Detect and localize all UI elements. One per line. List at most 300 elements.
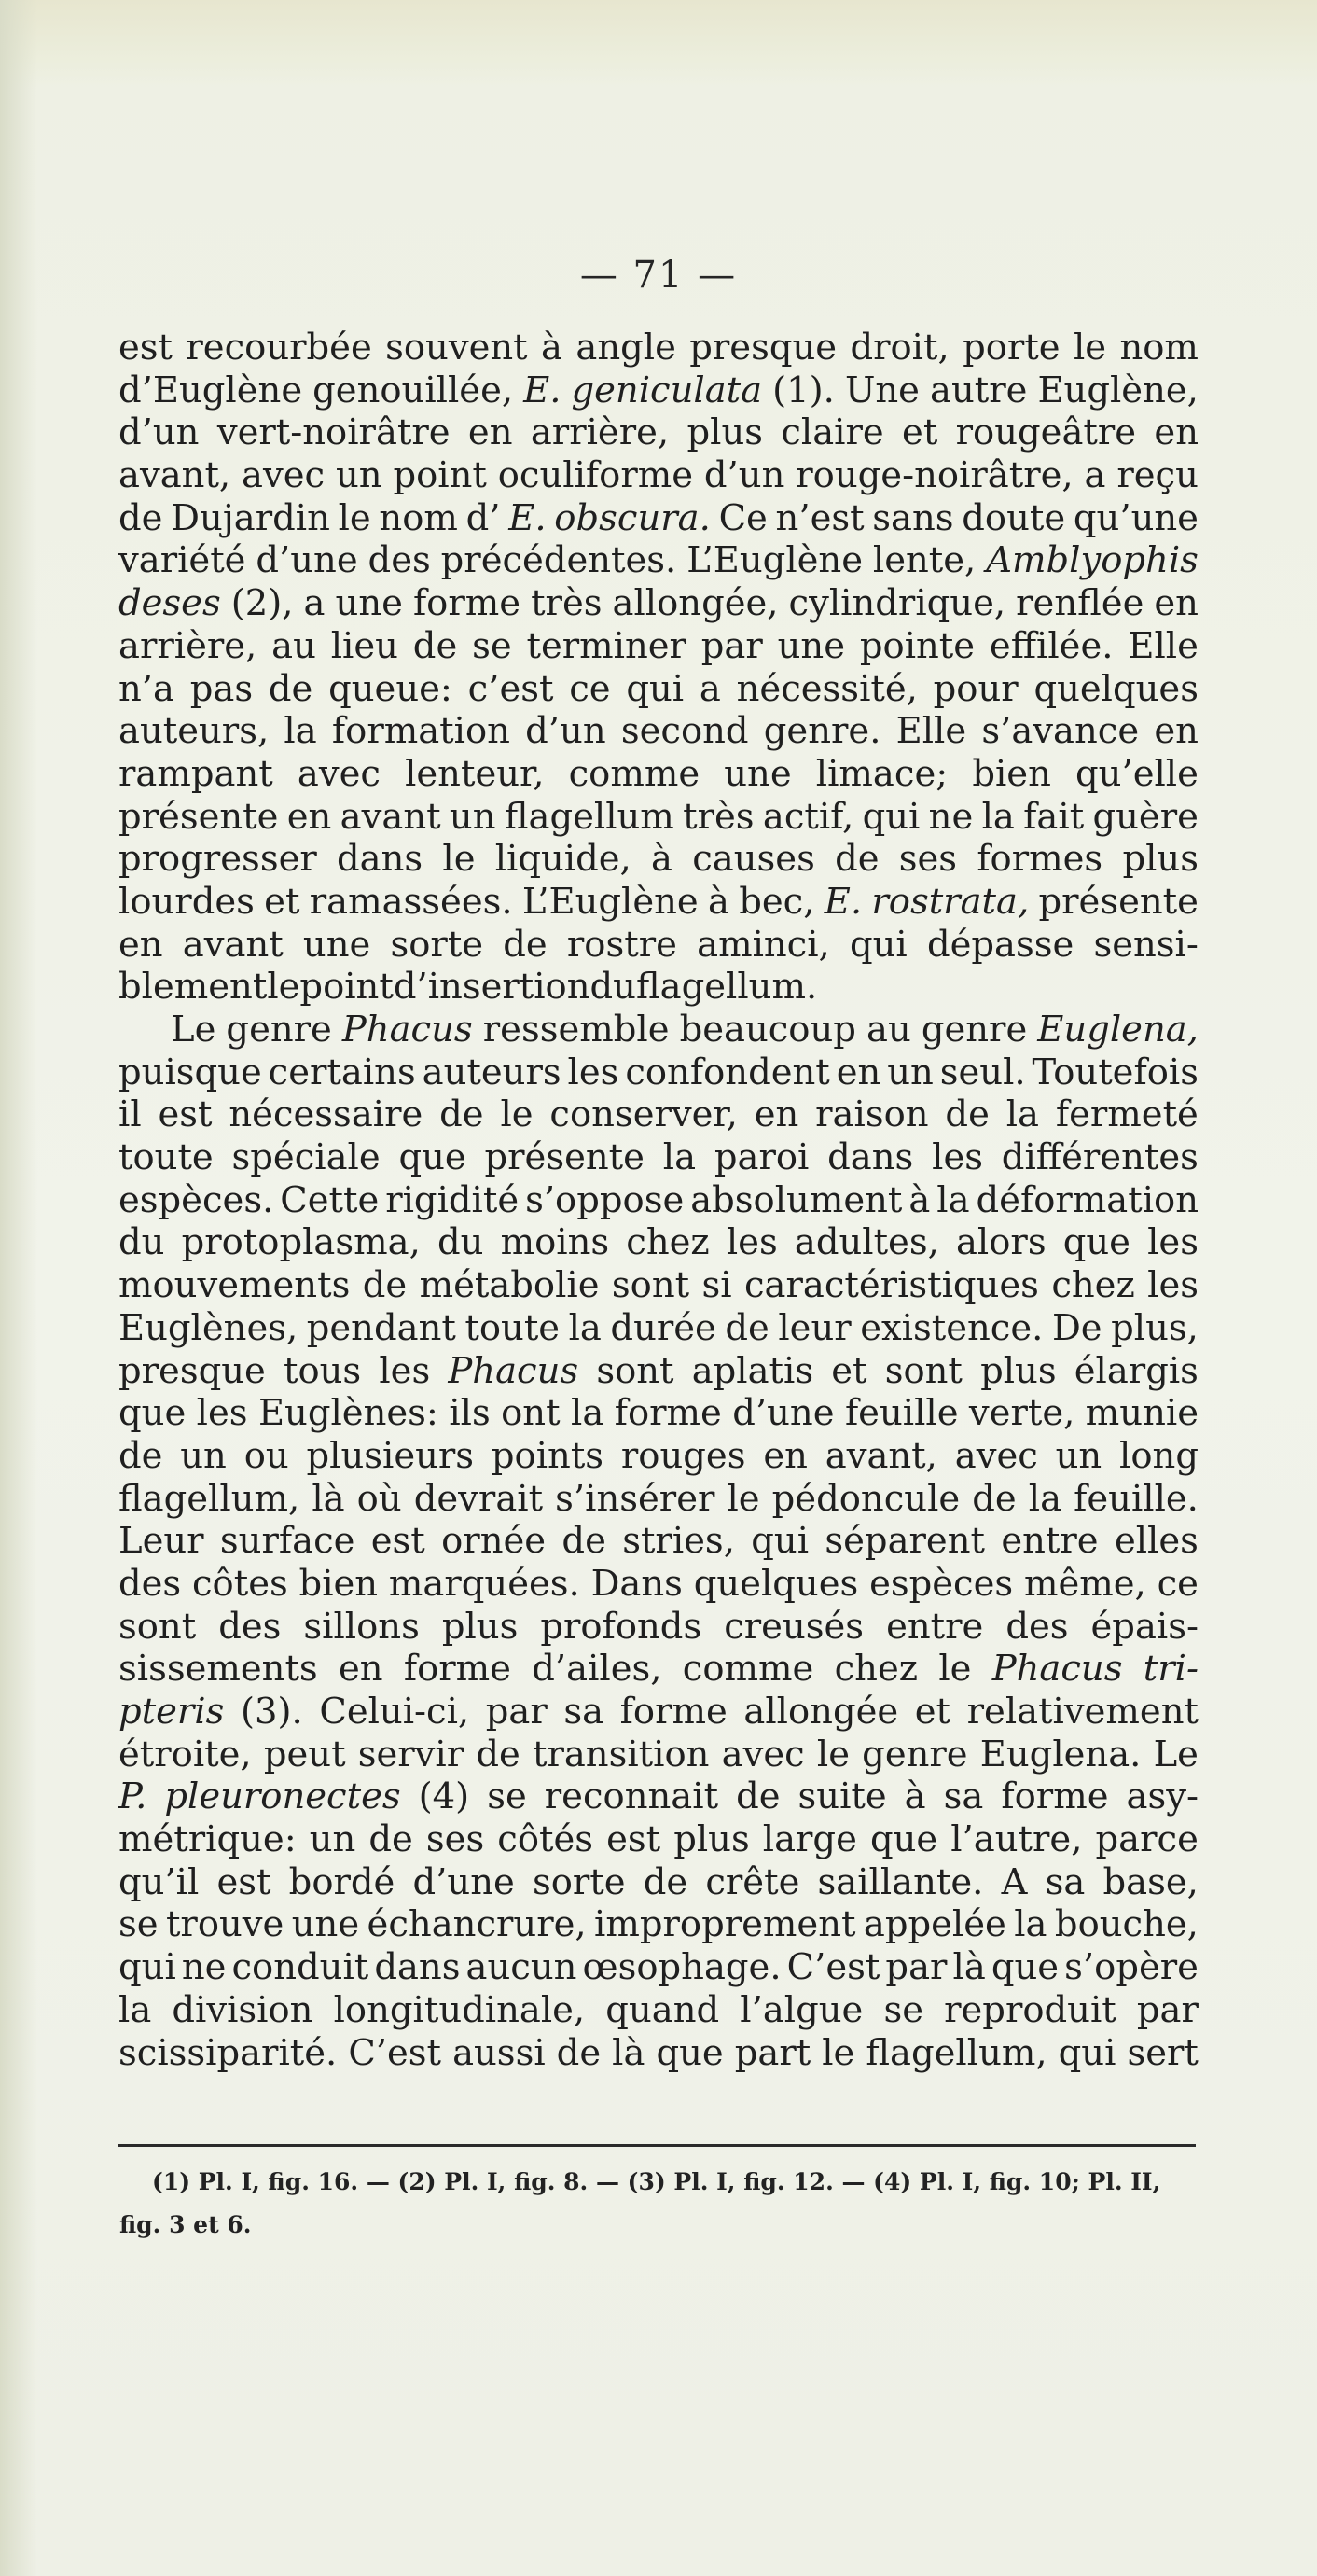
italic-word: Phacus	[448, 1349, 579, 1392]
word: les	[196, 1392, 248, 1435]
word: ce	[1157, 1562, 1199, 1605]
word: forme	[403, 1648, 511, 1691]
word: division	[172, 1988, 313, 2031]
word: avec	[954, 1434, 1038, 1477]
word: qui	[862, 795, 921, 838]
word: sont	[884, 1349, 963, 1392]
word: point	[393, 454, 487, 497]
word: queue:	[328, 667, 452, 710]
text-line	[118, 1093, 1199, 1136]
word: raison	[815, 1093, 929, 1136]
word: dans	[337, 838, 423, 881]
word: très	[531, 582, 603, 625]
word: de	[835, 838, 880, 881]
word: avant,	[825, 1434, 937, 1477]
word: d’une	[256, 539, 358, 582]
word: dans	[827, 1136, 914, 1179]
word: de	[412, 624, 458, 667]
word: saillante.	[817, 1860, 984, 1903]
word: reproduit	[944, 1988, 1116, 2031]
word: en	[1154, 582, 1199, 625]
italic-word: E.	[523, 369, 561, 411]
word: peut	[263, 1733, 346, 1775]
word: a	[1084, 454, 1106, 497]
word: lieu	[330, 624, 398, 667]
word: Dujardin	[171, 496, 330, 539]
word: Cette	[280, 1178, 380, 1221]
word: puisque	[118, 1051, 262, 1093]
text-line	[118, 1903, 1199, 1946]
word: Leur	[118, 1520, 204, 1563]
word: effilée.	[989, 624, 1114, 667]
text-line	[118, 668, 1199, 711]
word: avant,	[118, 454, 231, 497]
italic-word: Euglena,	[1037, 1009, 1199, 1051]
word: feuille.	[1074, 1477, 1199, 1520]
word: genre	[921, 1009, 1028, 1051]
word: s’opère	[1064, 1946, 1199, 1989]
word: Celui-ci,	[319, 1691, 470, 1733]
word: en	[118, 923, 163, 966]
word: au	[271, 624, 316, 667]
word: si	[701, 1264, 732, 1307]
word: en	[467, 411, 513, 454]
word: se	[472, 624, 512, 667]
word: sans	[872, 496, 954, 539]
word: Euglène,	[1037, 369, 1199, 411]
text-line	[118, 539, 1199, 582]
word: allongée	[743, 1691, 899, 1733]
word: est	[370, 1520, 425, 1563]
word: adultes,	[794, 1221, 939, 1264]
text-line	[118, 1861, 1199, 1904]
word: d’un	[703, 454, 785, 497]
word: formes	[977, 838, 1103, 881]
text-line	[118, 1350, 1199, 1393]
word: A	[1001, 1860, 1028, 1903]
word: aussi	[452, 2031, 546, 2074]
word: le	[267, 966, 300, 1009]
word: flagellum.	[635, 966, 818, 1009]
word: liquide,	[494, 838, 631, 881]
word: munie	[1085, 1392, 1199, 1435]
word: durée	[610, 1306, 716, 1349]
word: sont	[118, 1605, 197, 1648]
word: nom	[379, 496, 458, 539]
word: la	[284, 710, 317, 753]
text-line	[118, 1435, 1199, 1478]
word: spéciale	[231, 1136, 381, 1179]
word: conserver,	[549, 1093, 738, 1136]
word: échancrure,	[367, 1903, 587, 1946]
text-line	[118, 1221, 1199, 1264]
word: étroite,	[118, 1733, 252, 1775]
word: aplatis	[691, 1349, 814, 1392]
word: fait	[1023, 795, 1085, 838]
word: ou	[243, 1434, 289, 1477]
word: toute	[118, 1136, 214, 1179]
word: un	[887, 1051, 934, 1093]
word: c’est	[467, 667, 554, 710]
word: (1).	[772, 369, 835, 411]
text-line	[118, 1009, 1199, 1051]
word: le	[727, 1477, 760, 1520]
word: Euglènes:	[257, 1392, 438, 1435]
word: différentes	[1001, 1136, 1199, 1179]
word: L’Euglène	[521, 880, 699, 923]
word: plus	[673, 1818, 750, 1861]
word: de	[736, 1775, 781, 1818]
text-line	[118, 1989, 1199, 2032]
word: une	[291, 1903, 360, 1946]
word: Elle	[1128, 624, 1199, 667]
word: pendant	[306, 1306, 456, 1349]
word: que	[398, 1136, 466, 1179]
word: (4)	[418, 1775, 470, 1818]
word: genre	[226, 1009, 332, 1051]
word: de	[972, 1477, 1017, 1520]
word: variété	[118, 539, 246, 582]
word: comme	[568, 752, 700, 795]
word: là	[312, 1477, 345, 1520]
word: scissiparité.	[118, 2031, 338, 2074]
italic-word: pleuronectes	[164, 1775, 401, 1818]
word: qu’elle	[1075, 752, 1199, 795]
word: du	[437, 1221, 484, 1264]
word: par	[1136, 1988, 1199, 2031]
word: d’un	[118, 411, 200, 454]
word: déformation	[976, 1178, 1199, 1221]
word: la	[1014, 1903, 1047, 1946]
word: métabolie	[419, 1264, 600, 1307]
word: mouvements	[118, 1264, 351, 1307]
word: qui	[118, 1946, 176, 1989]
word: les	[932, 1136, 983, 1179]
word: parce	[1095, 1818, 1199, 1861]
word: Dans	[590, 1562, 683, 1605]
word: une	[777, 624, 846, 667]
word: le	[1073, 327, 1107, 369]
word: blement	[118, 966, 268, 1009]
word: séparent	[825, 1520, 985, 1563]
word: second	[620, 710, 749, 753]
footnote-line: fig. 3 et 6.	[119, 2211, 252, 2238]
word: bec,	[739, 880, 815, 923]
word: rampant	[118, 752, 273, 795]
text-line	[118, 1392, 1199, 1435]
word: et	[914, 1691, 951, 1733]
word: Elle	[895, 710, 967, 753]
text-line	[118, 1691, 1199, 1734]
word: l’algue	[740, 1988, 864, 2031]
word: espèces	[869, 1562, 1014, 1605]
word: des	[1005, 1605, 1069, 1648]
text-line	[118, 1648, 1199, 1691]
word: de	[643, 1860, 688, 1903]
word: alors	[955, 1221, 1047, 1264]
word: plus	[686, 411, 763, 454]
word: l’autre,	[950, 1818, 1083, 1861]
word: pour	[933, 667, 1019, 710]
word: genre.	[763, 710, 881, 753]
word: part	[734, 2031, 811, 2074]
word: un	[309, 1818, 356, 1861]
word: avec	[721, 1733, 805, 1775]
word: n’a	[118, 667, 174, 710]
word: la	[1028, 1477, 1062, 1520]
word: plusieurs	[306, 1434, 475, 1477]
word: ils	[449, 1392, 491, 1435]
word: que	[1062, 1221, 1130, 1264]
word: Euglènes,	[118, 1306, 298, 1349]
word: droit,	[850, 327, 950, 369]
word: Une	[844, 369, 920, 411]
word: souvent	[385, 327, 528, 369]
word: sert	[1127, 2031, 1199, 2074]
word: reçu	[1116, 454, 1199, 497]
word: à	[908, 1178, 931, 1221]
word: en	[763, 1434, 808, 1477]
word: en	[754, 1093, 799, 1136]
word: qu’il	[118, 1860, 200, 1903]
word: d’Euglène	[118, 369, 303, 411]
word: les	[567, 1051, 619, 1093]
word: qui	[626, 667, 685, 710]
word: là	[612, 2031, 645, 2074]
word: sa	[1045, 1860, 1086, 1903]
word: ressemble	[482, 1009, 670, 1051]
word: ont	[501, 1392, 561, 1435]
word: ne	[181, 1946, 227, 1989]
word: flagellum,	[866, 2031, 1047, 2074]
word: un	[180, 1434, 227, 1477]
word: par	[485, 1691, 548, 1733]
word: côtes	[191, 1562, 288, 1605]
word: causes	[692, 838, 815, 881]
word: nécessaire	[229, 1093, 423, 1136]
word: Toutefois	[1032, 1051, 1199, 1093]
word: de	[476, 1733, 520, 1775]
word: (3).	[240, 1691, 303, 1733]
word: la	[981, 795, 1015, 838]
word: que	[118, 1392, 187, 1435]
word: bien	[972, 752, 1051, 795]
word: en	[1154, 411, 1199, 454]
word: flagellum	[504, 795, 674, 838]
word: fermeté	[1055, 1093, 1199, 1136]
word: recourbée	[186, 327, 372, 369]
footnote-line: (1) Pl. I, fig. 16. — (2) Pl. I, fig. 8. — (3) Pl. I, fig. 12. — (4) Pl. I, fig. 10; Pl. II,	[152, 2168, 1161, 2195]
footnotes	[119, 2161, 1201, 2238]
word: ses	[425, 1818, 485, 1861]
word: paroi	[714, 1136, 810, 1179]
word: auteurs	[422, 1051, 561, 1093]
word: point	[299, 966, 394, 1009]
word: C’est	[348, 2031, 442, 2074]
word: en	[338, 1648, 383, 1691]
word: plus,	[1111, 1306, 1199, 1349]
italic-word: P.	[118, 1775, 147, 1818]
word: creusés	[724, 1605, 865, 1648]
word: que	[869, 1818, 938, 1861]
text-line	[118, 838, 1199, 881]
word: rigidité	[385, 1178, 520, 1221]
word: présente	[1038, 880, 1199, 923]
word: sont	[611, 1264, 690, 1307]
text-line	[118, 411, 1199, 454]
word: plus	[1122, 838, 1199, 881]
word: oculiforme	[497, 454, 694, 497]
word: formation	[331, 710, 510, 753]
word: marquées.	[388, 1562, 580, 1605]
body-text	[118, 327, 1199, 2074]
word: ramassées.	[309, 880, 513, 923]
italic-word: Phacus	[991, 1648, 1123, 1691]
word: œsophage.	[582, 1946, 782, 1989]
word: absolument	[690, 1178, 903, 1221]
word: large	[762, 1818, 857, 1861]
word: un	[449, 795, 496, 838]
word: de	[439, 1093, 484, 1136]
word: la	[118, 1988, 152, 2031]
word: arrière,	[530, 411, 670, 454]
italic-word: obscura.	[554, 496, 711, 539]
word: la	[571, 1392, 604, 1435]
word: cylindrique,	[788, 582, 1006, 625]
word: rougeâtre	[955, 411, 1137, 454]
text-line	[118, 1264, 1199, 1307]
word: en	[286, 795, 332, 838]
word: nom	[1119, 327, 1199, 369]
word: de	[556, 2031, 602, 2074]
word: Le	[171, 1009, 216, 1051]
word: en	[1154, 710, 1199, 753]
word: protoplasma,	[181, 1221, 421, 1264]
word: là	[952, 1946, 986, 1989]
word: épais-	[1090, 1605, 1199, 1648]
word: forme	[619, 1691, 728, 1733]
word: à	[707, 880, 729, 923]
word: des	[367, 539, 431, 582]
text-line	[118, 497, 1199, 540]
word: pointe	[859, 624, 976, 667]
word: genre	[862, 1733, 968, 1775]
text-line	[118, 796, 1199, 839]
word: allongée,	[612, 582, 779, 625]
word: espèces.	[118, 1178, 274, 1221]
word: sa	[563, 1691, 604, 1733]
word: côtés	[497, 1818, 594, 1861]
word: forme	[1001, 1775, 1109, 1818]
word: se	[118, 1903, 159, 1946]
word: s’insérer	[555, 1477, 715, 1520]
text-line	[118, 1734, 1199, 1776]
word: limace;	[815, 752, 949, 795]
word: sorte	[390, 923, 484, 966]
word: et	[902, 411, 938, 454]
word: De	[1051, 1306, 1102, 1349]
word: se	[487, 1775, 527, 1818]
word: a	[699, 667, 721, 710]
word: devrait	[413, 1477, 544, 1520]
word: lourdes	[118, 880, 255, 923]
word: appelée	[863, 1903, 1006, 1946]
word: et	[831, 1349, 867, 1392]
word: par	[700, 624, 763, 667]
italic-word: Amblyophis	[986, 539, 1199, 582]
word: et	[264, 880, 300, 923]
word: les	[379, 1349, 431, 1392]
text-line	[118, 924, 1199, 967]
word: crête	[705, 1860, 800, 1903]
word: une	[335, 582, 403, 625]
word: (2),	[230, 582, 294, 625]
text-line	[118, 753, 1199, 796]
word: présente	[118, 795, 279, 838]
word: vert-noirâtre	[216, 411, 451, 454]
text-line	[118, 710, 1199, 753]
word: transition	[532, 1733, 710, 1775]
word: pédoncule	[771, 1477, 961, 1520]
word: base,	[1102, 1860, 1199, 1903]
text-line	[118, 2032, 1199, 2075]
word: s’oppose	[525, 1178, 685, 1221]
word: guère	[1092, 795, 1199, 838]
word: une	[724, 752, 792, 795]
text-line	[118, 1520, 1199, 1563]
word: sillons	[303, 1605, 420, 1648]
word: arrière,	[118, 624, 257, 667]
word: Le	[1153, 1733, 1199, 1775]
word: claire	[781, 411, 884, 454]
word: qu’une	[1073, 496, 1199, 539]
text-line	[118, 1179, 1199, 1222]
word: un	[1055, 1434, 1102, 1477]
page-top-edge	[0, 0, 1317, 89]
word: stries,	[622, 1520, 735, 1563]
word: forme	[614, 1392, 722, 1435]
word: avec	[242, 454, 326, 497]
word: en	[836, 1051, 881, 1093]
word: que	[991, 1946, 1060, 1989]
word: L’Euglène	[686, 539, 863, 582]
word: n’est	[775, 496, 865, 539]
word: élargis	[1074, 1349, 1199, 1392]
word: presque	[118, 1349, 266, 1392]
word: au	[866, 1009, 911, 1051]
word: dépasse	[926, 923, 1074, 966]
word: actif,	[762, 795, 854, 838]
word: quand	[605, 1988, 720, 2031]
word: bouche,	[1054, 1903, 1199, 1946]
word: est	[216, 1860, 271, 1903]
word: précédentes.	[440, 539, 677, 582]
text-line	[118, 454, 1199, 497]
word: de	[945, 1093, 990, 1136]
word: comme	[682, 1648, 814, 1691]
word: aucun	[465, 1946, 577, 1989]
text-line	[118, 1051, 1199, 1094]
word: ses	[898, 838, 958, 881]
word: de	[118, 1434, 163, 1477]
word: à	[541, 327, 562, 369]
word: certains	[268, 1051, 416, 1093]
word: leur	[778, 1306, 852, 1349]
word: beaucoup	[679, 1009, 856, 1051]
word: le	[938, 1648, 972, 1691]
word: est	[158, 1093, 213, 1136]
italic-word: geniculata	[571, 369, 763, 411]
